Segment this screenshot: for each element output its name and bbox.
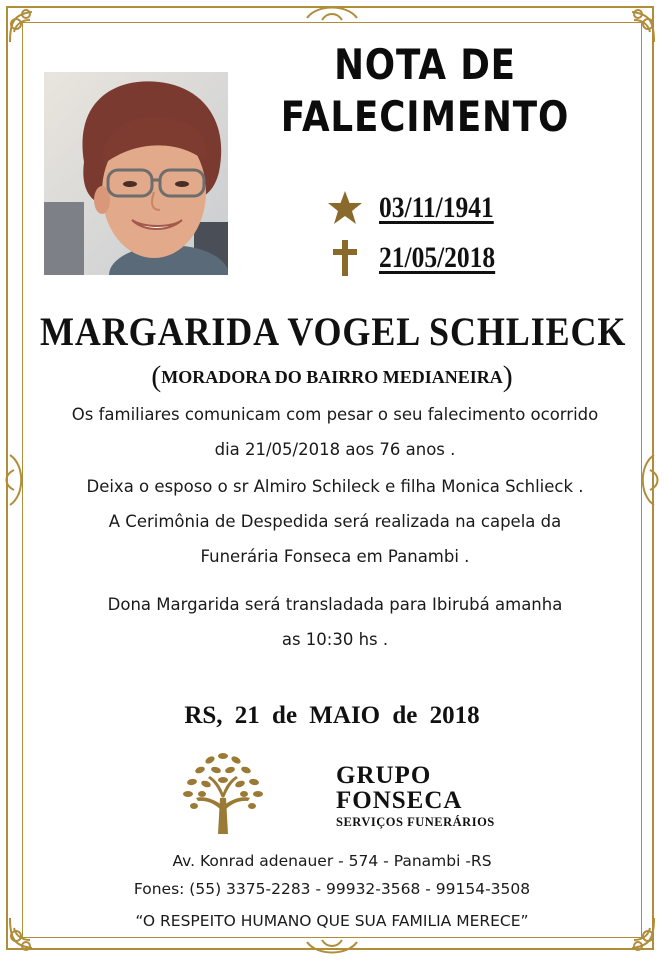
title-line-2: FALECIMENTO bbox=[280, 92, 570, 141]
logo-line-1: GRUPO bbox=[336, 762, 432, 789]
residence-line bbox=[0, 360, 664, 394]
cross-icon bbox=[325, 238, 365, 278]
open-paren: ( bbox=[151, 360, 162, 393]
place-date: RS, 21 de MAIO de 2018 bbox=[184, 702, 480, 729]
deceased-photo bbox=[44, 72, 228, 275]
death-date-row bbox=[325, 238, 516, 278]
logo-tagline: SERVIÇOS FUNERÁRIOS bbox=[336, 815, 495, 829]
close-paren: ) bbox=[502, 360, 513, 393]
residence: MORADORA DO BAIRRO MEDIANEIRA bbox=[161, 367, 503, 387]
title-line-1: NOTA DE bbox=[334, 40, 516, 89]
bottom-ornament-icon bbox=[302, 934, 362, 960]
portrait-image bbox=[44, 72, 228, 275]
address: Av. Konrad adenauer - 574 - Panambi -RS bbox=[172, 852, 492, 870]
star-icon bbox=[325, 188, 365, 228]
motto: “O RESPEITO HUMANO QUE SUA FAMILIA MERECE” bbox=[135, 912, 529, 930]
deceased-name: MARGARIDA VOGEL SCHLIECK bbox=[40, 309, 627, 354]
birth-date: 03/11/1941 bbox=[379, 191, 494, 224]
corner-ornament-top-right-icon bbox=[606, 2, 662, 58]
logo-line-2: FONSECA bbox=[336, 787, 463, 814]
logo-wordmark bbox=[336, 763, 462, 813]
body-line: A Cerimônia de Despedida será realizada na capela da bbox=[108, 512, 562, 531]
side-ornament-left-icon bbox=[0, 450, 30, 510]
corner-ornament-bottom-right-icon bbox=[606, 902, 662, 958]
body-line: Deixa o esposo o sr Almiro Schileck e filha Monica Schlieck . bbox=[86, 477, 584, 496]
body-line: dia 21/05/2018 aos 76 anos . bbox=[214, 440, 456, 459]
top-ornament-icon bbox=[302, 0, 362, 26]
corner-ornament-top-left-icon bbox=[2, 2, 58, 58]
corner-ornament-bottom-left-icon bbox=[2, 902, 58, 958]
body-line: Funerária Fonseca em Panambi . bbox=[200, 547, 470, 566]
tree-icon bbox=[178, 748, 268, 836]
phones: Fones: (55) 3375-2283 - 99932-3568 - 99154-3508 bbox=[133, 880, 531, 898]
death-date: 21/05/2018 bbox=[379, 241, 496, 274]
body-line: Os familiares comunicam com pesar o seu falecimento ocorrido bbox=[71, 405, 599, 424]
birth-date-row bbox=[325, 188, 514, 228]
body-line: Dona Margarida será transladada para Ibirubá amanha bbox=[107, 595, 563, 614]
body-line: as 10:30 hs . bbox=[281, 630, 389, 649]
